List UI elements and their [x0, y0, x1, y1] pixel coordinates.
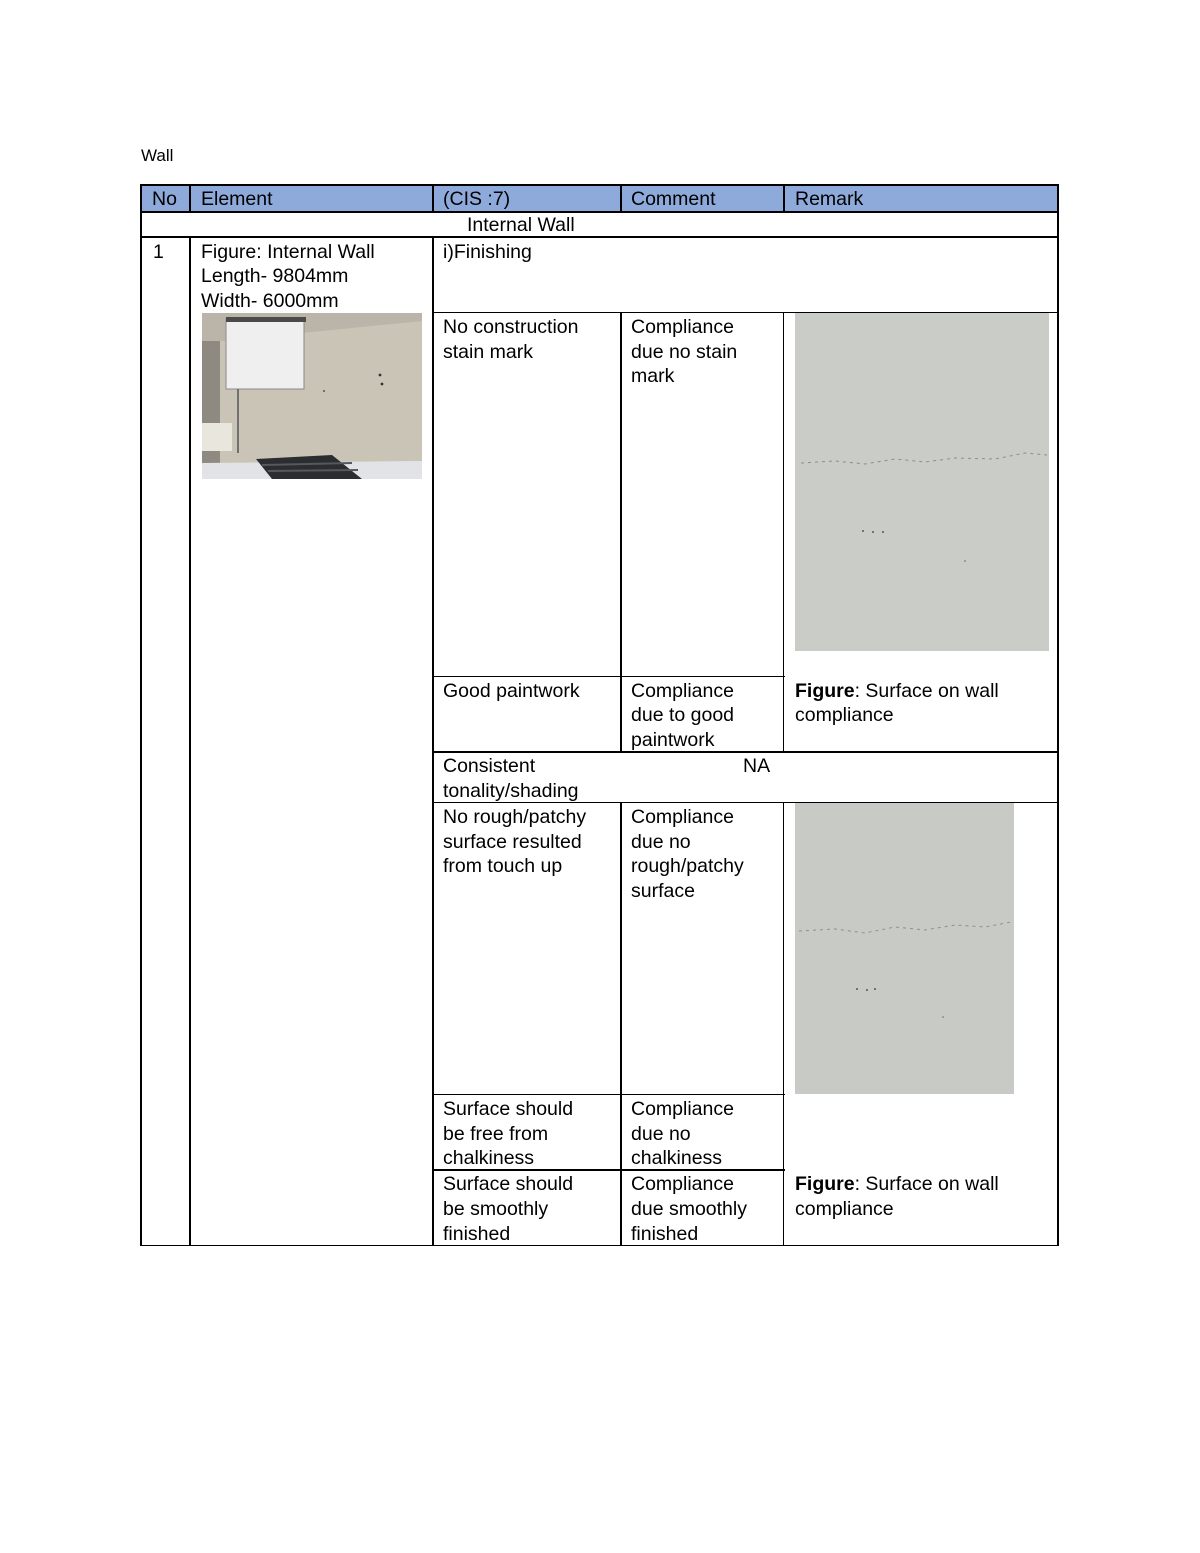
criteria-text: No rough/patchy — [443, 806, 587, 828]
criteria-text: be free from — [443, 1123, 549, 1145]
comment-text: Compliance — [631, 680, 734, 702]
comment-text: paintwork — [631, 729, 715, 751]
criteria-text: Surface should — [443, 1098, 574, 1120]
criteria-text: Surface should — [443, 1173, 574, 1195]
header-cis: (CIS :7) — [443, 188, 511, 210]
figure-caption — [795, 679, 999, 704]
figure-label: Figure — [795, 1173, 855, 1195]
comment-text: due no — [631, 1123, 691, 1145]
element-line: Figure: Internal Wall — [201, 241, 375, 263]
figure-caption — [795, 1172, 999, 1197]
header-element: Element — [201, 188, 273, 210]
internal-wall-photo — [202, 313, 422, 479]
comment-text: Compliance — [631, 1098, 734, 1120]
comment-text: Compliance — [631, 806, 734, 828]
finishing-subheading: i)Finishing — [443, 241, 532, 263]
criteria-text: finished — [443, 1223, 511, 1245]
criteria-text: stain mark — [443, 341, 533, 363]
element-line: Width- 6000mm — [201, 290, 339, 312]
figure-caption-line2: compliance — [795, 1198, 894, 1220]
comment-na: NA — [743, 755, 771, 777]
comment-text: due to good — [631, 704, 735, 726]
header-comment: Comment — [631, 188, 716, 210]
section-title: Internal Wall — [467, 214, 575, 236]
criteria-text: Good paintwork — [443, 680, 580, 702]
figure-caption-text: : Surface on wall — [854, 1173, 999, 1195]
header-remark: Remark — [795, 188, 864, 210]
row-number: 1 — [153, 241, 164, 263]
comment-text: due smoothly — [631, 1198, 747, 1220]
comment-text: Compliance — [631, 1173, 734, 1195]
criteria-text: from touch up — [443, 855, 563, 877]
comment-text: finished — [631, 1223, 699, 1245]
table-header-bar — [140, 184, 1059, 211]
criteria-text: be smoothly — [443, 1198, 549, 1220]
criteria-text: Consistent — [443, 755, 536, 777]
wall-surface-photo — [795, 313, 1049, 651]
comment-text: rough/patchy — [631, 855, 744, 877]
criteria-text: tonality/shading — [443, 780, 579, 802]
criteria-text: No construction — [443, 316, 579, 338]
figure-caption-text: : Surface on wall — [854, 680, 999, 702]
comment-text: chalkiness — [631, 1147, 723, 1169]
criteria-text: surface resulted — [443, 831, 582, 853]
comment-text: due no — [631, 831, 691, 853]
wall-surface-photo — [795, 803, 1014, 1094]
element-line: Length- 9804mm — [201, 265, 349, 287]
header-no: No — [152, 188, 177, 210]
page-heading: Wall — [141, 146, 174, 165]
comment-text: due no stain — [631, 341, 738, 363]
figure-caption-line2: compliance — [795, 704, 894, 726]
comment-text: Compliance — [631, 316, 734, 338]
figure-label: Figure — [795, 680, 855, 702]
criteria-text: chalkiness — [443, 1147, 535, 1169]
comment-text: surface — [631, 880, 695, 902]
comment-text: mark — [631, 365, 675, 387]
